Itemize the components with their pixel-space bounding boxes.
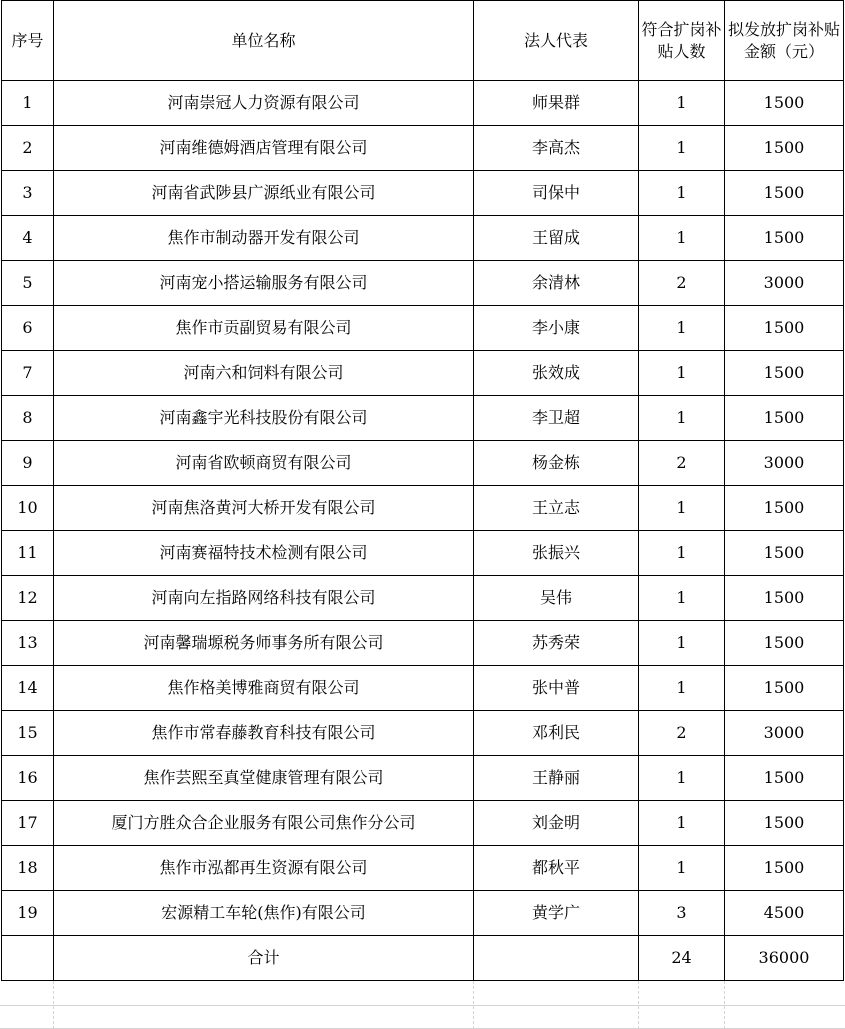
cell-legal-rep: 张中普 [474,666,639,711]
header-count: 符合扩岗补贴人数 [639,1,725,81]
cell-count: 1 [639,396,725,441]
cell-index: 12 [2,576,54,621]
cell-legal-rep: 张效成 [474,351,639,396]
cell-amount: 1500 [725,396,844,441]
cell-count: 1 [639,486,725,531]
cell-legal-rep: 黄学广 [474,891,639,936]
cell-unit: 焦作市制动器开发有限公司 [54,216,474,261]
cell-amount: 1500 [725,756,844,801]
cell-count: 1 [639,576,725,621]
table-row [2,126,844,171]
table-row [2,171,844,216]
cell-legal-rep: 杨金栋 [474,441,639,486]
table-row [2,621,844,666]
table-row [2,801,844,846]
cell-unit: 河南赛福特技术检测有限公司 [54,531,474,576]
header-amount: 拟发放扩岗补贴金额（元） [725,1,844,81]
cell-amount: 4500 [725,891,844,936]
cell-legal-rep: 刘金明 [474,801,639,846]
cell-unit: 河南省欧顿商贸有限公司 [54,441,474,486]
header-unit: 单位名称 [54,1,474,81]
cell-count: 1 [639,306,725,351]
header-legal-rep: 法人代表 [474,1,639,81]
table-row [2,666,844,711]
cell-index: 14 [2,666,54,711]
cell-amount: 1500 [725,846,844,891]
cell-unit: 宏源精工车轮(焦作)有限公司 [54,891,474,936]
cell-count: 1 [639,216,725,261]
cell-amount: 1500 [725,666,844,711]
spreadsheet-gridlines [0,981,845,1029]
cell-count: 2 [639,441,725,486]
cell-unit: 焦作芸熙至真堂健康管理有限公司 [54,756,474,801]
cell-amount: 1500 [725,306,844,351]
cell-amount: 1500 [725,621,844,666]
cell-amount: 1500 [725,531,844,576]
cell-legal-rep: 张振兴 [474,531,639,576]
table-row [2,891,844,936]
cell-unit: 河南宠小搭运输服务有限公司 [54,261,474,306]
table-row [2,81,844,126]
cell-index: 6 [2,306,54,351]
cell-index: 2 [2,126,54,171]
table-row [2,846,844,891]
cell-legal-rep: 苏秀荣 [474,621,639,666]
cell-index: 11 [2,531,54,576]
cell-amount: 1500 [725,351,844,396]
cell-legal-rep: 都秋平 [474,846,639,891]
cell-index: 7 [2,351,54,396]
cell-unit: 河南向左指路网络科技有限公司 [54,576,474,621]
cell-count: 1 [639,801,725,846]
cell-count: 1 [639,81,725,126]
cell-unit: 河南崇冠人力资源有限公司 [54,81,474,126]
cell-legal-rep: 王留成 [474,216,639,261]
cell-count: 1 [639,666,725,711]
cell-count: 2 [639,261,725,306]
cell-index: 1 [2,81,54,126]
cell-unit: 河南馨瑞塬税务师事务所有限公司 [54,621,474,666]
cell-unit: 焦作市泓都再生资源有限公司 [54,846,474,891]
total-legal-rep-cell [474,936,639,981]
cell-index: 13 [2,621,54,666]
cell-count: 1 [639,531,725,576]
cell-count: 1 [639,846,725,891]
cell-legal-rep: 师果群 [474,81,639,126]
cell-legal-rep: 邓利民 [474,711,639,756]
total-index-cell [2,936,54,981]
cell-unit: 河南六和饲料有限公司 [54,351,474,396]
table-header-row [2,1,844,81]
cell-legal-rep: 余清林 [474,261,639,306]
total-count: 24 [639,936,725,981]
cell-index: 8 [2,396,54,441]
cell-index: 19 [2,891,54,936]
header-index: 序号 [2,1,54,81]
cell-unit: 河南省武陟县广源纸业有限公司 [54,171,474,216]
cell-count: 1 [639,171,725,216]
total-label: 合计 [54,936,474,981]
cell-amount: 3000 [725,441,844,486]
cell-legal-rep: 吴伟 [474,576,639,621]
cell-legal-rep: 李高杰 [474,126,639,171]
cell-index: 15 [2,711,54,756]
cell-index: 10 [2,486,54,531]
cell-count: 2 [639,711,725,756]
cell-unit: 厦门方胜众合企业服务有限公司焦作分公司 [54,801,474,846]
total-amount: 36000 [725,936,844,981]
table-row [2,531,844,576]
table-row [2,216,844,261]
cell-index: 16 [2,756,54,801]
subsidy-table [1,0,844,981]
cell-legal-rep: 王立志 [474,486,639,531]
table-row [2,711,844,756]
table-row [2,261,844,306]
cell-index: 5 [2,261,54,306]
cell-amount: 1500 [725,171,844,216]
cell-unit: 焦作市常春藤教育科技有限公司 [54,711,474,756]
table-row [2,576,844,621]
cell-amount: 1500 [725,486,844,531]
cell-legal-rep: 李卫超 [474,396,639,441]
total-row [2,936,844,981]
cell-amount: 3000 [725,261,844,306]
table-row [2,351,844,396]
cell-unit: 河南焦洛黄河大桥开发有限公司 [54,486,474,531]
table-row [2,441,844,486]
cell-amount: 1500 [725,81,844,126]
cell-legal-rep: 司保中 [474,171,639,216]
cell-index: 4 [2,216,54,261]
table-row [2,396,844,441]
table-row [2,306,844,351]
cell-amount: 1500 [725,576,844,621]
cell-index: 18 [2,846,54,891]
cell-count: 1 [639,351,725,396]
cell-count: 1 [639,621,725,666]
cell-amount: 1500 [725,126,844,171]
cell-unit: 焦作格美博雅商贸有限公司 [54,666,474,711]
cell-amount: 3000 [725,711,844,756]
cell-index: 3 [2,171,54,216]
cell-legal-rep: 王静丽 [474,756,639,801]
cell-count: 1 [639,126,725,171]
cell-legal-rep: 李小康 [474,306,639,351]
cell-unit: 河南维德姆酒店管理有限公司 [54,126,474,171]
cell-amount: 1500 [725,216,844,261]
cell-count: 3 [639,891,725,936]
cell-index: 17 [2,801,54,846]
cell-index: 9 [2,441,54,486]
table-row [2,486,844,531]
table-row [2,756,844,801]
cell-count: 1 [639,756,725,801]
cell-unit: 河南鑫宇光科技股份有限公司 [54,396,474,441]
cell-amount: 1500 [725,801,844,846]
cell-unit: 焦作市贡副贸易有限公司 [54,306,474,351]
